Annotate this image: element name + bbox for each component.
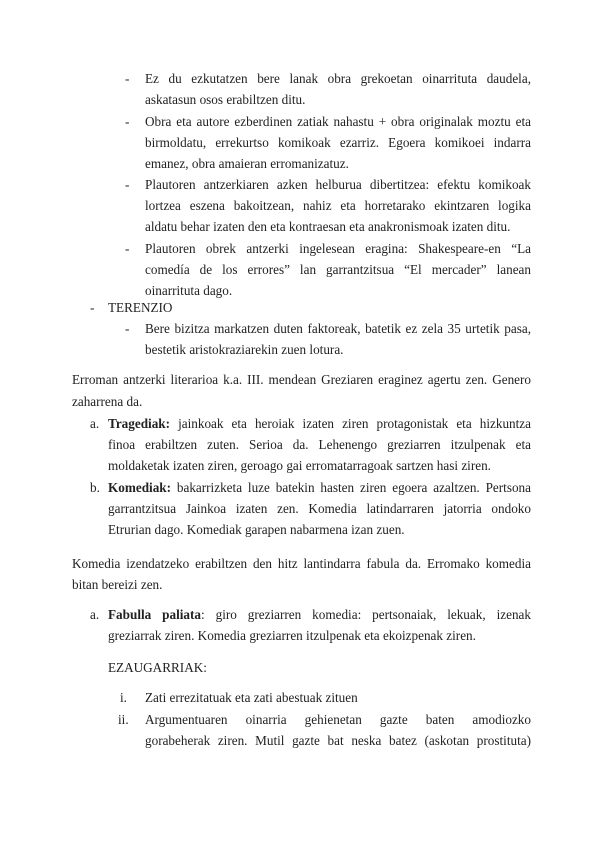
paragraph-line: Komedia izendatzeko erabiltzen den hitz lantindarra fabula da. Erromako komedia (72, 556, 531, 571)
list-item-line: emanez, obra amaieran erromanizatuz. (145, 156, 349, 171)
list-letter: a. (90, 607, 100, 622)
term-bold: Komediak: (108, 480, 172, 495)
term-bold: Fabulla paliata (108, 607, 202, 622)
list-item-line: Plautoren obrek antzerki ingelesean eragina: Shakespeare-en “La (145, 241, 531, 256)
list-item-line: birmoldatu, errekurtso komikoak ezarriz. Egoera komikoei indarra (145, 135, 531, 150)
section-label: TERENZIO (108, 300, 173, 315)
list-letter: b. (90, 480, 100, 495)
list-item-line: oinarrituta dago. (145, 283, 233, 298)
list-dash: - (125, 114, 130, 129)
list-item-line: finoa erabiltzen zuten. Serioa da. Lehenengo greziarren itzulpenak eta (108, 437, 531, 452)
list-dash: - (125, 321, 130, 336)
list-item-line: Etrurian dago. Komediak garapen nabarmena izan zuen. (108, 522, 405, 537)
list-item-line: Tragediak: jainkoak eta heroiak izaten ziren protagonistak eta hizkuntza (108, 416, 531, 431)
list-item-line: Plautoren antzerkiaren azken helburua dibertitzea: efektu komikoak (145, 177, 531, 192)
list-dash: - (125, 71, 130, 86)
list-item-line: Komediak: bakarrizketa luze batekin hasten ziren egoera azaltzen. Pertsona (108, 480, 531, 495)
list-item-line: comedía de los errores” lan garrantzitsua “El mercader” lanean (145, 262, 531, 277)
term-bold: Tragediak: (108, 416, 171, 431)
list-item-line: greziarrak ziren. Komedia greziarren itzulpenak eta ekoizpenak ziren. (108, 628, 476, 643)
list-letter: a. (90, 416, 100, 431)
list-item-line: askatasun osos erabiltzen ditu. (145, 92, 306, 107)
list-item-line: bestetik aristokraziarekin zuen lotura. (145, 342, 344, 357)
list-item-line: Obra eta autore ezberdinen zatiak nahastu + obra originalak moztu eta (145, 114, 531, 129)
list-item-line: Fabulla paliata: giro greziarren komedia: pertsonaiak, lekuak, izenak (108, 607, 531, 622)
list-item-line: aldatu behar izaten den eta kontraesan eta anakronismoak izaten ditu. (145, 219, 511, 234)
list-item-line: lortzea eszena bakoitzean, nahiz eta horretarako ekintzaren logika (145, 198, 531, 213)
list-dash: - (125, 241, 130, 256)
list-item-line: moldaketak izaten ziren, geroago gai erromatarragoak sartzen hasi ziren. (108, 458, 491, 473)
paragraph-line: bitan bereizi zen. (72, 577, 163, 592)
list-item-line: Argumentuaren oinarria gehienetan gazte baten amodiozko (145, 712, 531, 727)
list-item-line: Zati errezitatuak eta zati abestuak zituen (145, 690, 358, 705)
paragraph-line: Erroman antzerki literarioa k.a. III. mendean Greziaren eraginez agertu zen. Genero (72, 372, 531, 387)
list-roman: ii. (118, 712, 129, 727)
list-item-line: Ez du ezkutatzen bere lanak obra grekoetan oinarrituta daudela, (145, 71, 531, 86)
list-item-line: garrantzitsua Jainkoa izaten zen. Komedia latindarraren jatorria ondoko (108, 501, 531, 516)
list-dash: - (125, 177, 130, 192)
subsection-heading: EZAUGARRIAK: (108, 660, 207, 675)
list-dash: - (90, 300, 95, 315)
list-roman: i. (120, 690, 127, 705)
list-item-line: Bere bizitza markatzen duten faktoreak, batetik ez zela 35 urtetik pasa, (145, 321, 531, 336)
list-item-line: gorabeherak ziren. Mutil gazte bat neska batez (askotan prostituta) (145, 733, 531, 748)
paragraph-line: zaharrena da. (72, 394, 143, 409)
